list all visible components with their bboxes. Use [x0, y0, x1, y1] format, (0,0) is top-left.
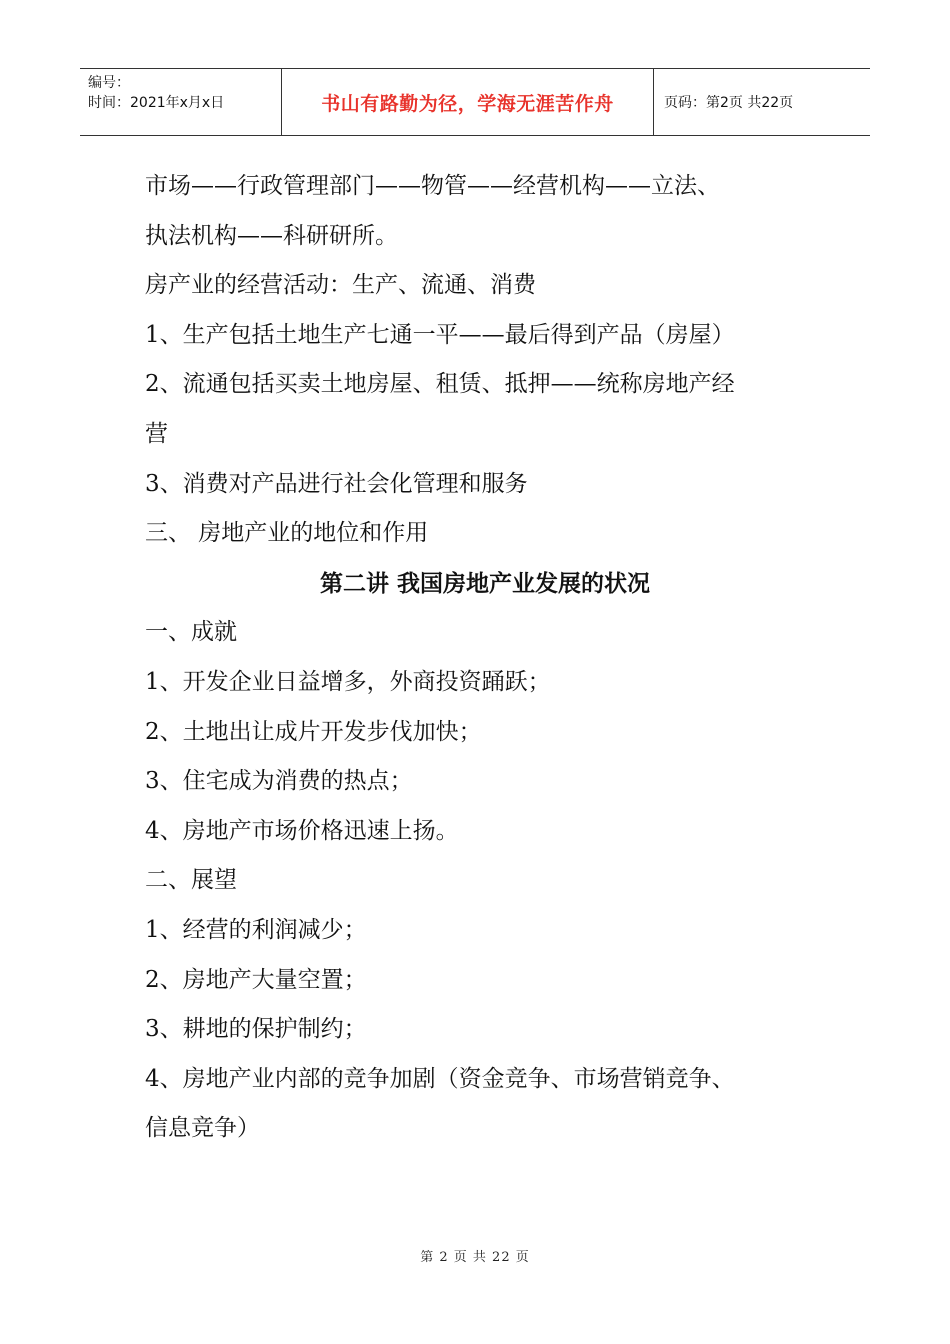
section-heading: 二、展望: [145, 867, 237, 894]
text-line: 市场——行政管理部门——物管——经营机构——立法、: [145, 173, 720, 199]
header-motto: 书山有路勤为径，学海无涯苦作舟: [282, 69, 654, 135]
list-item: 4、房地产市场价格迅速上扬。: [145, 817, 459, 844]
list-item: 2、土地出让成片开发步伐加快；: [145, 718, 482, 745]
text-line: 1、生产包括土地生产七通一平——最后得到产品（房屋）: [145, 321, 735, 348]
header-meta: [80, 69, 282, 135]
text-line: 房产业的经营活动：生产、流通、消费: [145, 272, 536, 299]
list-item: 2、房地产大量空置；: [145, 966, 367, 993]
list-item: 3、住宅成为消费的热点；: [145, 768, 413, 795]
lecture-title: 第二讲 我国房地产业发展的状况: [319, 569, 650, 597]
text-line: 营: [145, 420, 168, 447]
page-header: [80, 68, 870, 136]
section-heading: 三、 房地产业的地位和作用: [145, 520, 429, 547]
list-item: 4、房地产业内部的竞争加剧（资金竞争、市场营销竞争、: [145, 1065, 735, 1092]
list-item: 1、开发企业日益增多，外商投资踊跃；: [145, 668, 551, 695]
document-time-label: 时间：2021年x月x日: [88, 95, 225, 111]
list-item: 1、经营的利润减少；: [145, 916, 367, 943]
header-page-info: 页码：第2页 共22页: [664, 95, 794, 111]
page-footer: 第 2 页 共 22 页: [420, 1250, 530, 1265]
text-line: 3、消费对产品进行社会化管理和服务: [145, 470, 528, 497]
section-heading: 一、成就: [145, 619, 237, 646]
list-item: 3、耕地的保护制约；: [145, 1016, 367, 1043]
text-line: 2、流通包括买卖土地房屋、租赁、抵押——统称房地产经: [145, 371, 735, 398]
list-item: 信息竞争）: [145, 1115, 260, 1142]
document-body: [145, 162, 825, 1154]
document-number-label: 编号：: [88, 75, 130, 91]
text-line: 执法机构——科研研所。: [145, 222, 398, 249]
